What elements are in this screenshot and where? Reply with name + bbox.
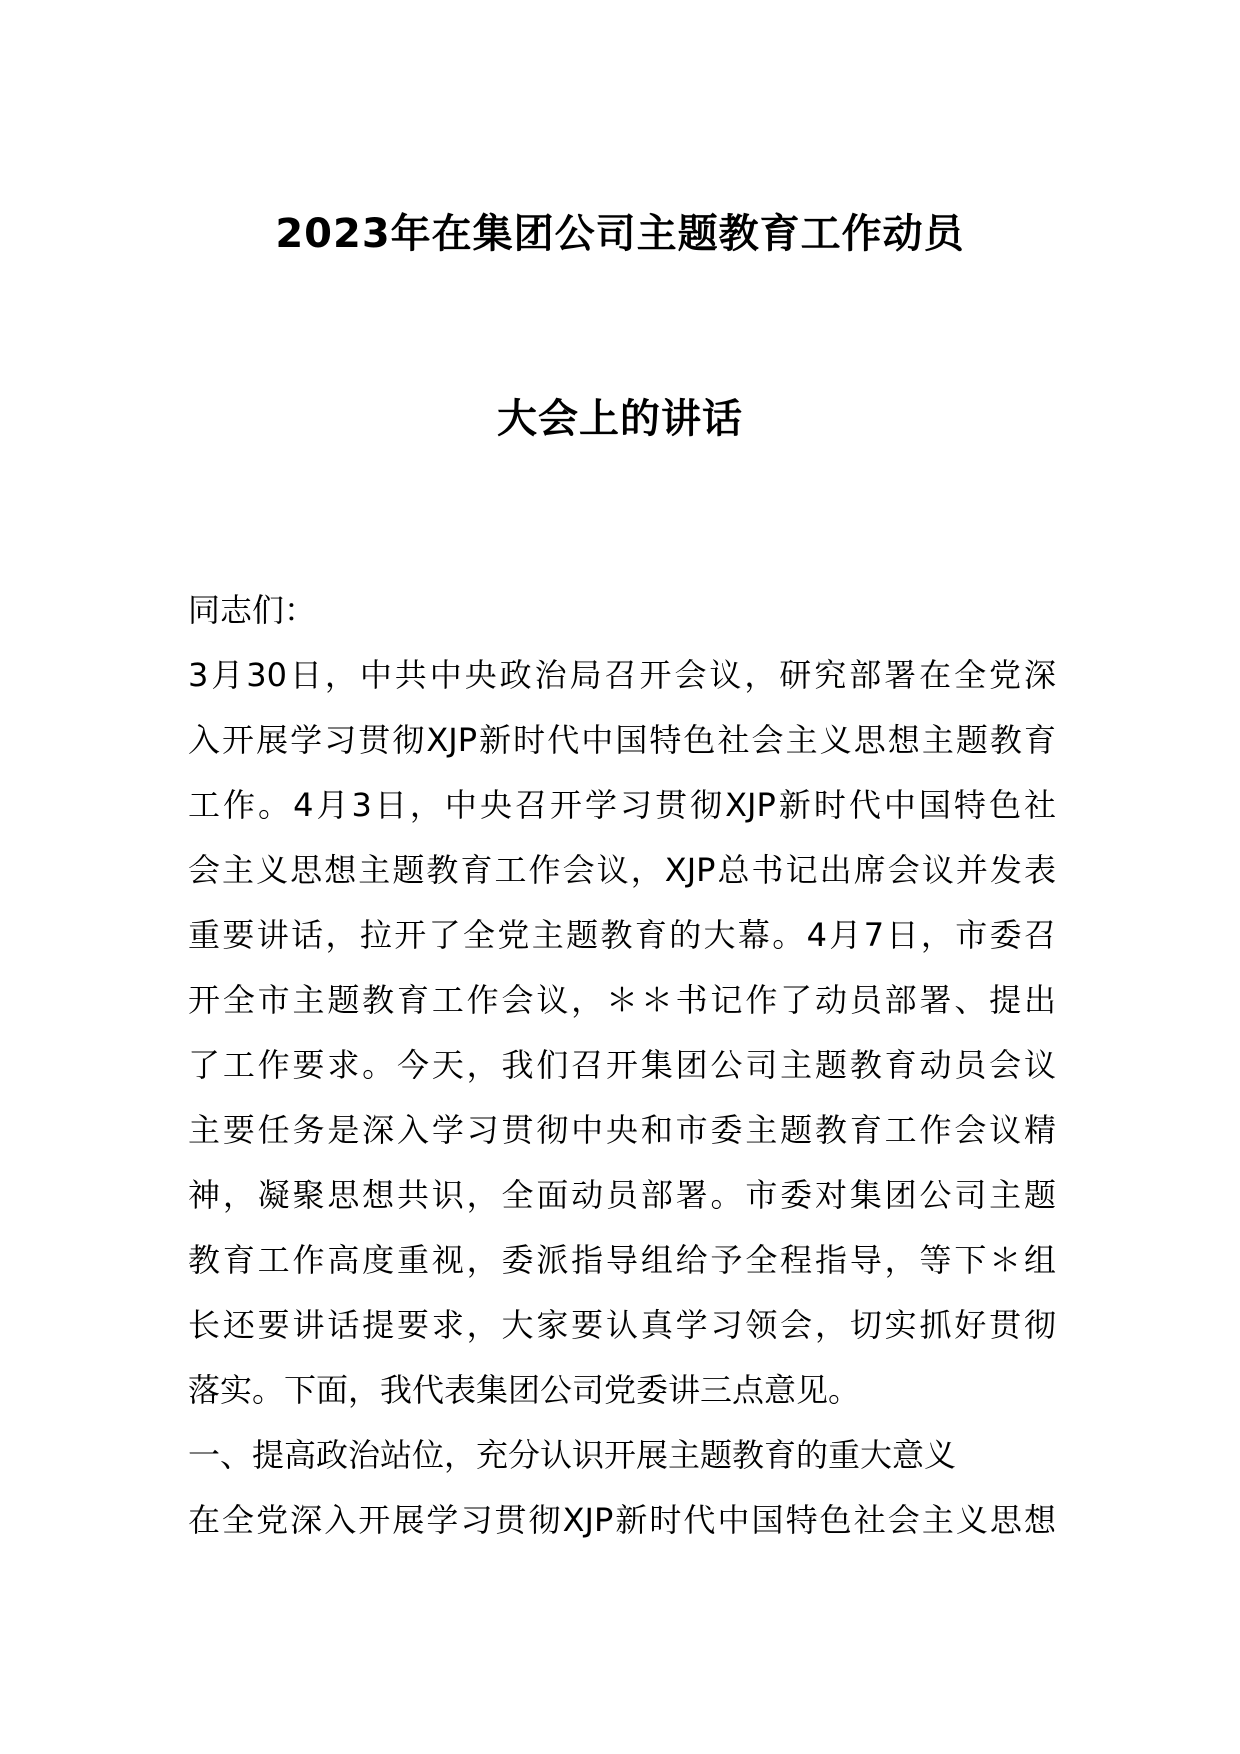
body-line: 神，凝聚思想共识，全面动员部署。市委对集团公司主题 [188,1176,1056,1214]
body-line: 在全党深入开展学习贯彻XJP新时代中国特色社会主义思想 [188,1501,1056,1539]
body-line: 开全市主题教育工作会议，＊＊书记作了动员部署、提出 [188,981,1056,1019]
body-line: 长还要讲话提要求，大家要认真学习领会，切实抓好贯彻 [188,1306,1056,1344]
body-line: 了工作要求。今天，我们召开集团公司主题教育动员会议 [188,1046,1056,1084]
body-line: 3月30日，中共中央政治局召开会议，研究部署在全党深 [188,656,1056,694]
body-line: 主要任务是深入学习贯彻中央和市委主题教育工作会议精 [188,1111,1056,1149]
body-line: 工作。4月3日，中央召开学习贯彻XJP新时代中国特色社 [188,786,1056,824]
body-line: 重要讲话，拉开了全党主题教育的大幕。4月7日，市委召 [188,916,1056,954]
document-body [188,578,1056,1553]
body-line: 教育工作高度重视，委派指导组给予全程指导，等下＊组 [188,1241,1056,1279]
salutation: 同志们： [188,591,317,629]
body-line: 落实。下面，我代表集团公司党委讲三点意见。 [188,1371,861,1409]
document-title-line-2: 大会上的讲话 [497,396,743,442]
section-heading: 一、提高政治站位，充分认识开展主题教育的重大意义 [188,1436,957,1474]
body-line: 入开展学习贯彻XJP新时代中国特色社会主义思想主题教育 [188,721,1056,759]
document-title-line-1: 2023年在集团公司主题教育工作动员 [275,211,965,257]
body-line: 会主义思想主题教育工作会议，XJP总书记出席会议并发表 [188,851,1056,889]
